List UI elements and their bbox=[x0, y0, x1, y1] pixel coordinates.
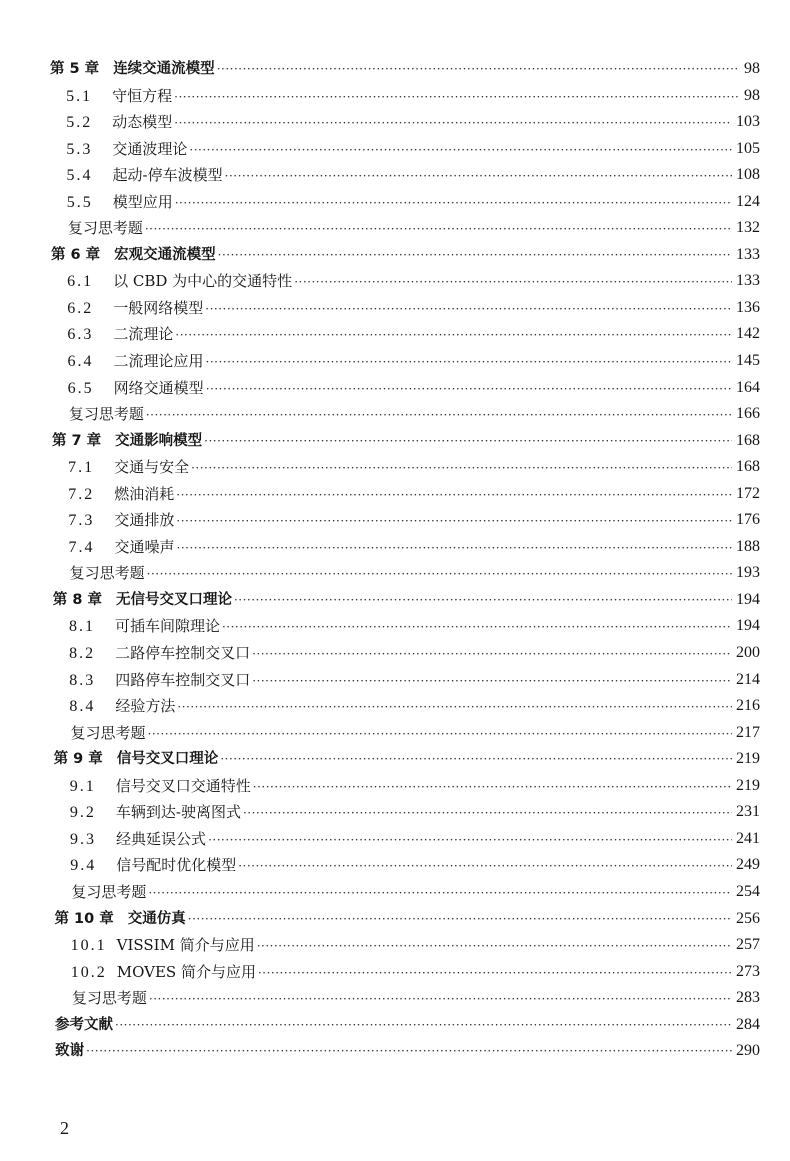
toc-entry-page: 219 bbox=[732, 746, 760, 773]
leader-dots bbox=[294, 269, 760, 296]
toc-entry-number: 5.5 bbox=[66, 193, 93, 211]
toc-entry[interactable] bbox=[0, 720, 790, 747]
leader-dots bbox=[206, 376, 760, 403]
toc-entry[interactable] bbox=[0, 773, 790, 800]
leader-dots bbox=[149, 986, 760, 1013]
toc-entry-text bbox=[50, 56, 217, 83]
toc-entry-page: 176 bbox=[732, 507, 760, 534]
toc-entry[interactable] bbox=[0, 799, 790, 826]
toc-entry-number: 第 7 章 bbox=[51, 432, 102, 449]
toc-entry-number: 5.2 bbox=[66, 114, 93, 132]
leader-dots bbox=[176, 508, 760, 535]
toc-entry-title: 车辆到达-驶离图式 bbox=[115, 803, 241, 822]
toc-entry-text bbox=[70, 560, 147, 587]
toc-entry-text bbox=[71, 879, 148, 906]
toc-entry[interactable] bbox=[0, 56, 790, 83]
toc-entry-title: 交通仿真 bbox=[127, 910, 186, 927]
toc-entry-title: 复习思考题 bbox=[68, 405, 144, 424]
leader-dots bbox=[174, 84, 760, 111]
toc-entry[interactable] bbox=[0, 932, 790, 959]
toc-entry-text bbox=[51, 242, 218, 269]
toc-entry-number: 5.1 bbox=[66, 87, 93, 105]
toc-entry-title: 交通波理论 bbox=[112, 139, 188, 158]
toc-entry-title: 经验方法 bbox=[115, 697, 176, 716]
toc-entry-page: 231 bbox=[732, 799, 760, 826]
toc-entry-text bbox=[71, 720, 148, 747]
leader-dots bbox=[258, 960, 760, 987]
toc-entry-text bbox=[71, 959, 258, 987]
leader-dots bbox=[145, 216, 760, 243]
toc-entry-page: 164 bbox=[732, 375, 760, 402]
leader-dots bbox=[217, 56, 760, 83]
toc-entry-page: 254 bbox=[732, 879, 760, 906]
toc-entry[interactable] bbox=[0, 321, 790, 348]
toc-entry-number: 9.2 bbox=[69, 804, 96, 822]
leader-dots bbox=[191, 455, 760, 482]
toc-entry-title: 网络交通模型 bbox=[113, 378, 204, 397]
toc-entry-title: 模型应用 bbox=[112, 192, 173, 211]
toc-entry-title: 经典延误公式 bbox=[116, 829, 207, 848]
leader-dots bbox=[188, 906, 760, 933]
toc-entry-title: 交通影响模型 bbox=[115, 432, 203, 449]
toc-entry-text bbox=[54, 906, 187, 933]
toc-entry-text bbox=[70, 799, 243, 827]
toc-entry-page: 132 bbox=[732, 215, 760, 242]
toc-entry-number: 8.2 bbox=[69, 645, 96, 663]
toc-entry-text bbox=[69, 613, 222, 641]
toc-entry[interactable] bbox=[0, 826, 790, 853]
toc-entry-page: 219 bbox=[732, 773, 760, 800]
leader-dots bbox=[147, 561, 760, 588]
toc-entry-text bbox=[68, 215, 145, 242]
toc-entry[interactable] bbox=[0, 109, 790, 136]
leader-dots bbox=[220, 746, 760, 773]
toc-entry[interactable] bbox=[0, 613, 790, 640]
toc-entry-title: 复习思考题 bbox=[71, 989, 147, 1008]
toc-entry-page: 284 bbox=[732, 1012, 760, 1039]
toc-entry-text bbox=[53, 587, 234, 614]
toc-entry-number: 8.1 bbox=[68, 618, 95, 636]
leader-dots bbox=[218, 242, 760, 269]
leader-dots bbox=[86, 1038, 760, 1065]
toc-entry[interactable] bbox=[0, 136, 790, 163]
toc-entry-number: 7.1 bbox=[68, 459, 95, 477]
toc-entry-page: 133 bbox=[732, 242, 760, 269]
leader-dots bbox=[257, 933, 760, 960]
toc-entry-number: 第 5 章 bbox=[50, 61, 100, 77]
toc-entry[interactable] bbox=[0, 640, 790, 667]
toc-entry-title: 信号交叉口理论 bbox=[116, 751, 219, 768]
toc-entry-text bbox=[66, 83, 174, 111]
toc-entry-number: 8.4 bbox=[69, 698, 96, 716]
leader-dots bbox=[189, 137, 760, 164]
toc-entry-text bbox=[67, 189, 175, 217]
toc-entry-text bbox=[69, 401, 146, 428]
toc-entry[interactable] bbox=[0, 1038, 790, 1065]
toc-entry[interactable] bbox=[0, 215, 790, 242]
toc-entry-page: 105 bbox=[732, 136, 760, 163]
toc-entry[interactable] bbox=[0, 507, 790, 534]
toc-entry[interactable] bbox=[0, 852, 790, 879]
leader-dots bbox=[252, 641, 760, 668]
toc-entry-page: 98 bbox=[740, 56, 760, 83]
toc-entry-title: 交通排放 bbox=[114, 511, 175, 530]
toc-entry-page: 193 bbox=[732, 560, 760, 587]
page-number: 2 bbox=[60, 1118, 69, 1138]
toc-entry-title: 动态模型 bbox=[112, 113, 173, 132]
toc-entry-page: 194 bbox=[732, 613, 760, 640]
toc-entry-page: 249 bbox=[732, 852, 760, 879]
toc-entry[interactable] bbox=[0, 295, 790, 322]
toc-entry-title: 信号交叉口交通特性 bbox=[115, 776, 251, 795]
toc-entry-text bbox=[68, 375, 206, 403]
leader-dots bbox=[206, 349, 760, 376]
toc-entry-title: 四路停车控制交叉口 bbox=[115, 670, 251, 689]
toc-entry-text bbox=[70, 826, 208, 854]
toc-entry-title: 交通噪声 bbox=[114, 537, 175, 556]
toc-entry-text bbox=[72, 985, 149, 1012]
toc-entry-text bbox=[67, 321, 175, 349]
toc-entry-page: 200 bbox=[732, 640, 760, 667]
toc-entry-page: 257 bbox=[732, 932, 760, 959]
toc-entry-title: 复习思考题 bbox=[71, 882, 147, 901]
leader-dots bbox=[175, 322, 760, 349]
toc-entry-title: MOVES 简介与应用 bbox=[116, 962, 256, 981]
toc-entry-text bbox=[55, 1012, 115, 1039]
toc-entry[interactable] bbox=[0, 242, 790, 269]
toc-entry[interactable] bbox=[0, 693, 790, 720]
toc-entry-page: 124 bbox=[732, 189, 760, 216]
toc-entry-page: 136 bbox=[732, 295, 760, 322]
toc-entry[interactable] bbox=[0, 162, 790, 189]
toc-entry-number: 7.3 bbox=[68, 512, 95, 530]
toc-entry[interactable] bbox=[0, 1012, 790, 1039]
toc-entry-page: 290 bbox=[732, 1038, 760, 1065]
toc-entry-text bbox=[66, 109, 174, 137]
toc-entry-number: 第 8 章 bbox=[52, 591, 102, 608]
toc-entry-title: 守恒方程 bbox=[112, 86, 173, 105]
toc-entry-number: 5.3 bbox=[66, 140, 93, 158]
toc-entry-text bbox=[67, 295, 205, 323]
toc-entry-text bbox=[68, 507, 176, 535]
toc-entry-page: 188 bbox=[732, 534, 760, 561]
toc-entry-title: 可插车间隙理论 bbox=[114, 617, 220, 636]
toc-entry[interactable] bbox=[0, 534, 790, 561]
leader-dots bbox=[238, 853, 760, 880]
toc-entry[interactable] bbox=[0, 879, 790, 906]
toc-entry[interactable] bbox=[0, 906, 790, 933]
toc-entry[interactable] bbox=[0, 348, 790, 375]
toc-entry-number: 5.4 bbox=[66, 167, 93, 185]
toc-entry-text bbox=[69, 667, 252, 695]
toc-entry-page: 283 bbox=[732, 985, 760, 1012]
toc-entry-number: 9.1 bbox=[69, 777, 96, 795]
toc-entry-page: 256 bbox=[732, 906, 760, 933]
toc-entry[interactable] bbox=[0, 401, 790, 428]
toc-entry[interactable] bbox=[0, 428, 790, 455]
toc-entry-page: 214 bbox=[732, 667, 760, 694]
toc-entry-title: 致谢 bbox=[55, 1043, 85, 1060]
toc-entry-number: 8.3 bbox=[69, 671, 96, 689]
toc-entry-title: 二流理论 bbox=[113, 325, 174, 344]
leader-dots bbox=[234, 587, 760, 614]
toc-entry[interactable] bbox=[0, 189, 790, 216]
toc-entry-title: 复习思考题 bbox=[70, 723, 146, 742]
toc-entry-number: 第 6 章 bbox=[50, 246, 101, 263]
toc-entry-page: 108 bbox=[732, 162, 760, 189]
toc-entry-page: 273 bbox=[732, 959, 760, 986]
toc-entry-page: 98 bbox=[740, 83, 760, 110]
toc-entry-title: 以 CBD 为中心的交通特性 bbox=[113, 272, 293, 291]
toc-entry-number: 第 10 章 bbox=[54, 910, 114, 927]
leader-dots bbox=[253, 774, 760, 801]
toc-entry[interactable] bbox=[0, 985, 790, 1012]
toc-entry-text bbox=[66, 136, 189, 164]
toc-entry-title: 二流理论应用 bbox=[113, 352, 204, 371]
toc-entry-title: 二路停车控制交叉口 bbox=[115, 644, 251, 663]
toc-entry-title: 宏观交通流模型 bbox=[114, 246, 216, 263]
toc-entry-number: 6.2 bbox=[67, 299, 94, 317]
toc-entry-page: 166 bbox=[732, 401, 760, 428]
toc-entry-page: 194 bbox=[732, 587, 760, 614]
toc-entry-text bbox=[68, 454, 191, 482]
toc-entry-title: 复习思考题 bbox=[69, 564, 145, 583]
leader-dots bbox=[208, 827, 760, 854]
toc-entry-number: 7.4 bbox=[68, 538, 95, 556]
leader-dots bbox=[177, 694, 760, 721]
leader-dots bbox=[243, 800, 760, 827]
toc-entry-text bbox=[70, 773, 253, 801]
toc-entry[interactable] bbox=[0, 667, 790, 694]
toc-entry-title: 参考文献 bbox=[55, 1016, 114, 1033]
toc-entry-page: 217 bbox=[732, 720, 760, 747]
toc-entry-page: 145 bbox=[732, 348, 760, 375]
toc-entry-page: 216 bbox=[732, 693, 760, 720]
toc-entry-number: 第 9 章 bbox=[53, 751, 103, 768]
leader-dots bbox=[176, 482, 760, 509]
toc-entry-text bbox=[71, 932, 257, 960]
toc-entry[interactable] bbox=[0, 454, 790, 481]
toc-entry-title: 起动-停车波模型 bbox=[112, 166, 223, 185]
leader-dots bbox=[177, 535, 760, 562]
toc-entry-page: 172 bbox=[732, 481, 760, 508]
toc-entry-number: 10.2 bbox=[70, 963, 107, 981]
toc-entry-number: 6.3 bbox=[67, 326, 94, 344]
toc-entry[interactable] bbox=[0, 83, 790, 110]
toc-entry[interactable] bbox=[0, 375, 790, 402]
toc-entry-title: 信号配时优化模型 bbox=[116, 856, 237, 875]
toc-entry-title: VISSIM 简介与应用 bbox=[116, 936, 255, 955]
toc-entry[interactable] bbox=[0, 587, 790, 614]
leader-dots bbox=[225, 163, 760, 190]
toc-entry-text bbox=[52, 428, 204, 455]
toc-entry-text bbox=[54, 746, 221, 773]
toc-entry-number: 6.1 bbox=[67, 273, 94, 291]
toc-entry-text bbox=[68, 481, 176, 509]
toc-entry[interactable] bbox=[0, 959, 790, 986]
toc-entry-title: 燃油消耗 bbox=[114, 484, 175, 503]
toc-entry[interactable] bbox=[0, 481, 790, 508]
toc-entry-number: 9.4 bbox=[70, 857, 97, 875]
leader-dots bbox=[252, 668, 760, 695]
toc-entry-page: 103 bbox=[732, 109, 760, 136]
leader-dots bbox=[146, 402, 760, 429]
toc-entry-text bbox=[69, 534, 177, 562]
toc-entry-page: 168 bbox=[732, 454, 760, 481]
toc-entry-number: 10.1 bbox=[70, 937, 107, 955]
toc-entry-number: 9.3 bbox=[70, 830, 97, 848]
toc-entry-page: 168 bbox=[732, 428, 760, 455]
toc-entry-page: 142 bbox=[732, 321, 760, 348]
leader-dots bbox=[175, 190, 760, 217]
toc-entry-page: 133 bbox=[732, 268, 760, 295]
leader-dots bbox=[174, 110, 760, 137]
toc-entry-text bbox=[67, 162, 225, 190]
toc-entry-number: 6.4 bbox=[67, 353, 94, 371]
toc-entry-number: 6.5 bbox=[67, 379, 94, 397]
toc-entry-title: 交通与安全 bbox=[114, 458, 190, 477]
toc-entry-text bbox=[69, 640, 252, 668]
toc-entry-text bbox=[68, 348, 206, 376]
leader-dots bbox=[148, 880, 760, 907]
toc-entry-page: 241 bbox=[732, 826, 760, 853]
table-of-contents bbox=[0, 56, 790, 1065]
toc-entry-number: 7.2 bbox=[68, 485, 95, 503]
toc-entry-text bbox=[55, 1038, 86, 1065]
toc-entry[interactable] bbox=[0, 746, 790, 773]
toc-entry[interactable] bbox=[0, 268, 790, 295]
toc-entry-title: 一般网络模型 bbox=[113, 298, 204, 317]
toc-entry-text bbox=[67, 268, 294, 296]
toc-entry-title: 连续交通流模型 bbox=[113, 61, 215, 77]
toc-entry-title: 复习思考题 bbox=[67, 219, 143, 238]
leader-dots bbox=[204, 428, 760, 455]
leader-dots bbox=[205, 296, 760, 323]
toc-entry-title: 无信号交叉口理论 bbox=[115, 591, 232, 608]
leader-dots bbox=[222, 614, 760, 641]
leader-dots bbox=[148, 721, 760, 748]
leader-dots bbox=[115, 1012, 760, 1039]
toc-entry-text bbox=[70, 852, 238, 880]
toc-entry-text bbox=[69, 693, 177, 721]
toc-entry[interactable] bbox=[0, 560, 790, 587]
